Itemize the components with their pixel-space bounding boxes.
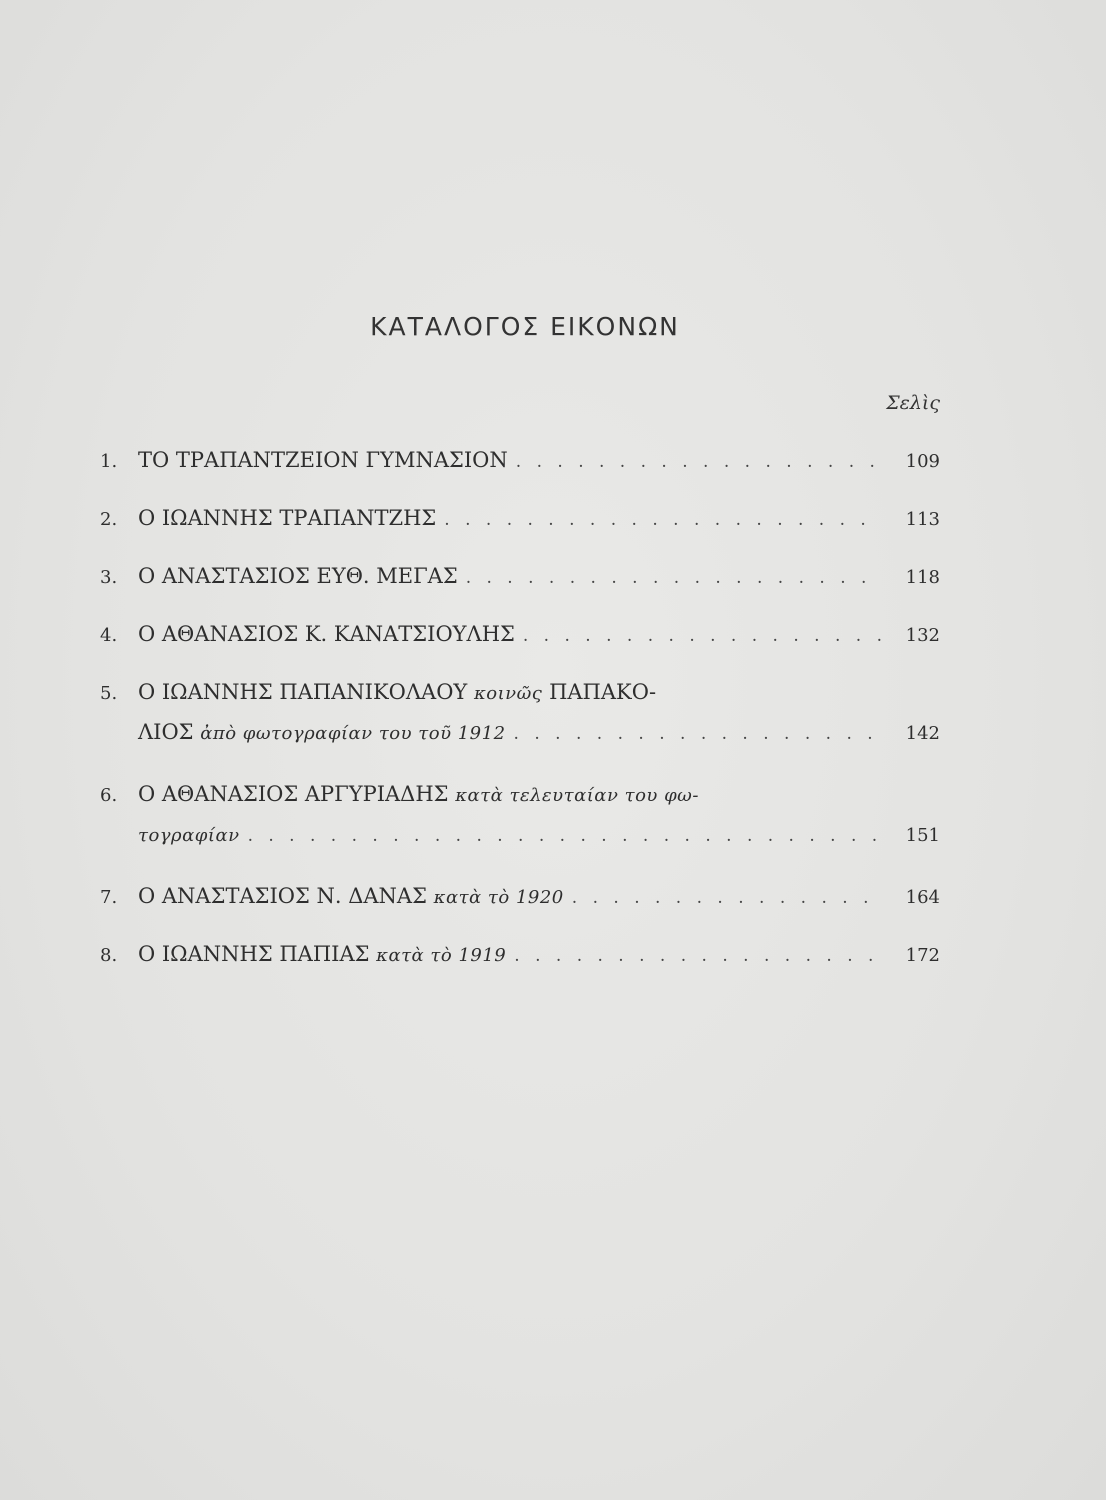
entry-title-lowercase: τογραφίαν bbox=[138, 825, 240, 846]
entry-title: Ο ΑΝΑΣΤΑΣΙΟΣ ΕΥΘ. ΜΕΓΑΣ bbox=[138, 564, 458, 588]
entry-title-lowercase: ἀπὸ φωτογραφίαν του τοῦ 1912 bbox=[200, 723, 506, 744]
dot-leader bbox=[572, 878, 882, 916]
entry-number: 1. bbox=[100, 451, 118, 472]
dot-leader bbox=[444, 500, 882, 538]
list-item bbox=[100, 498, 940, 556]
entry-page-number: 132 bbox=[905, 625, 940, 646]
list-item bbox=[100, 556, 940, 614]
dot-leader bbox=[466, 558, 882, 596]
entry-title bbox=[138, 774, 699, 814]
dot-leader bbox=[523, 616, 882, 654]
list-of-illustrations bbox=[100, 440, 940, 992]
entry-title-caps: Ο ΑΘΑΝΑΣΙΟΣ ΑΡΓΥΡΙΑΔΗΣ bbox=[138, 782, 449, 806]
entry-page-number: 151 bbox=[905, 825, 940, 846]
entry-page-number: 172 bbox=[905, 945, 940, 966]
list-item bbox=[100, 774, 940, 876]
entry-number: 5. bbox=[100, 683, 118, 704]
entry-title-lowercase: κατὰ τελευταίαν του φω- bbox=[455, 785, 699, 806]
entry-number: 8. bbox=[100, 945, 118, 966]
entry-title-lowercase: κατὰ τὸ 1919 bbox=[376, 945, 507, 966]
entry-number: 3. bbox=[100, 567, 118, 588]
dot-leader bbox=[514, 936, 882, 974]
entry-title-caps: ΠΑΠΑΚΟ- bbox=[549, 680, 657, 704]
dot-leader bbox=[514, 714, 882, 752]
entry-title: ΤΟ ΤΡΑΠΑΝΤΖΕΙΟΝ ΓΥΜΝΑΣΙΟΝ bbox=[138, 448, 508, 472]
entry-title-lowercase: κοινῶς bbox=[473, 683, 543, 704]
list-item bbox=[100, 440, 940, 498]
entry-title-continued bbox=[138, 814, 240, 854]
page-title: ΚΑΤΑΛΟΓΟΣ ΕΙΚΟΝΩΝ bbox=[370, 312, 680, 341]
entry-page-number: 142 bbox=[905, 723, 940, 744]
entry-title-caps: ΛΙΟΣ bbox=[138, 720, 194, 744]
entry-number: 2. bbox=[100, 509, 118, 530]
entry-title bbox=[138, 672, 656, 712]
entry-title-caps: Ο ΙΩΑΝΝΗΣ ΠΑΠΙΑΣ bbox=[138, 942, 370, 966]
entry-title-caps: Ο ΑΝΑΣΤΑΣΙΟΣ Ν. ΔΑΝΑΣ bbox=[138, 884, 427, 908]
entry-title bbox=[138, 876, 564, 916]
entry-title: Ο ΙΩΑΝΝΗΣ ΤΡΑΠΑΝΤΖΗΣ bbox=[138, 506, 437, 530]
list-item bbox=[100, 614, 940, 672]
entry-page-number: 164 bbox=[905, 887, 940, 908]
entry-title: Ο ΑΘΑΝΑΣΙΟΣ Κ. ΚΑΝΑΤΣΙΟΥΛΗΣ bbox=[138, 622, 515, 646]
entry-number: 7. bbox=[100, 887, 118, 908]
entry-title bbox=[138, 934, 506, 974]
entry-title-continued bbox=[138, 712, 506, 752]
entry-page-number: 118 bbox=[905, 567, 940, 588]
dot-leader bbox=[516, 442, 882, 480]
list-item bbox=[100, 934, 940, 992]
entry-title-lowercase: κατὰ τὸ 1920 bbox=[433, 887, 564, 908]
dot-leader bbox=[248, 816, 882, 854]
entry-number: 6. bbox=[100, 785, 118, 806]
entry-page-number: 113 bbox=[905, 509, 940, 530]
entry-page-number: 109 bbox=[905, 451, 940, 472]
entry-title-caps: Ο ΙΩΑΝΝΗΣ ΠΑΠΑΝΙΚΟΛΑΟΥ bbox=[138, 680, 468, 704]
list-item bbox=[100, 672, 940, 774]
page-column-label: Σελὶς bbox=[886, 392, 940, 414]
list-item bbox=[100, 876, 940, 934]
entry-number: 4. bbox=[100, 625, 118, 646]
